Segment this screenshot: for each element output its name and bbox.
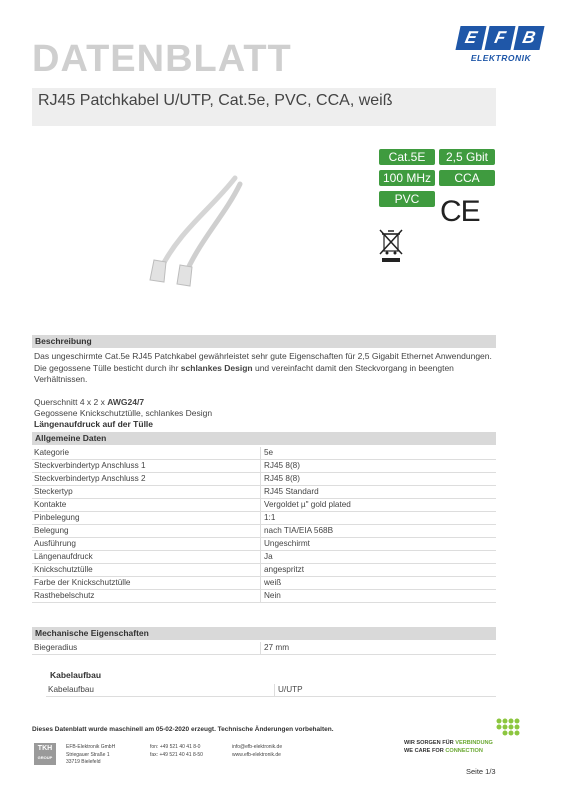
table-row bbox=[32, 642, 496, 655]
row-value: 27 mm bbox=[264, 643, 290, 652]
table-row bbox=[46, 684, 496, 697]
table-row bbox=[32, 447, 496, 460]
cross-section-prefix: Querschnitt 4 x 2 x bbox=[34, 397, 108, 407]
row-value: Ja bbox=[264, 552, 273, 561]
table-row bbox=[32, 538, 496, 551]
row-value: nach TIA/EIA 568B bbox=[264, 526, 334, 535]
address-street: Striegauer Straße 1 bbox=[66, 751, 110, 758]
row-value: RJ45 Standard bbox=[264, 487, 319, 496]
fax-number: fax: +49 521 40 41 8-50 bbox=[150, 751, 203, 758]
efb-logo bbox=[452, 22, 548, 74]
phone-number: fon: +49 521 40 41 8-0 bbox=[150, 744, 201, 750]
footer-website[interactable]: www.efb-elektronik.de bbox=[232, 751, 281, 758]
table-row bbox=[32, 460, 496, 473]
row-key: Steckverbindertyp Anschluss 1 bbox=[34, 461, 146, 470]
description-text bbox=[34, 351, 494, 386]
slogan-en: WE CARE FOR bbox=[404, 748, 446, 754]
section-description: Beschreibung bbox=[32, 335, 496, 348]
footer-phone bbox=[150, 744, 203, 759]
length-print-line: Längenaufdruck auf der Tülle bbox=[34, 419, 154, 429]
product-title: RJ45 Patchkabel U/UTP, Cat.5e, PVC, CCA, weiß bbox=[38, 92, 393, 109]
table-row bbox=[32, 564, 496, 577]
boot-design-line: Gegossene Knickschutztülle, schlankes Design bbox=[34, 408, 213, 418]
row-key: Kategorie bbox=[34, 448, 70, 457]
ce-mark-icon: CE bbox=[440, 195, 480, 228]
logo-subtitle: ELEKTRONIK bbox=[470, 53, 532, 63]
table-row bbox=[32, 512, 496, 525]
slogan-en-accent: CONNECTION bbox=[445, 748, 483, 754]
row-key: Steckverbindertyp Anschluss 2 bbox=[34, 474, 146, 483]
row-value: angespritzt bbox=[264, 565, 305, 574]
badge-category: Cat.5E bbox=[379, 149, 435, 165]
section-mechanical: Mechanische Eigenschaften bbox=[32, 627, 496, 640]
footer-address bbox=[66, 744, 115, 767]
slogan-de-accent: VERBINDUNG bbox=[455, 740, 493, 746]
description-text-part1: Das ungeschirmte Cat.5e RJ45 Patchkabel gewährleistet sehr gute Eigenschaften für 2,5 Gigabit Ethernet Anwendungen. Die gegossene Tülle besticht durch ihr bbox=[34, 351, 492, 373]
weee-bin-icon bbox=[378, 228, 404, 264]
cross-section-awg: AWG24/7 bbox=[107, 397, 145, 407]
row-value: RJ45 8(8) bbox=[264, 474, 300, 483]
row-value: Vergoldet µ" gold plated bbox=[264, 500, 351, 509]
row-value: 1:1 bbox=[264, 513, 276, 522]
row-value: Ungeschirmt bbox=[264, 539, 310, 548]
description-emphasis: schlankes Design bbox=[180, 362, 253, 373]
badge-conductor: CCA bbox=[439, 170, 495, 186]
cross-section-line bbox=[34, 397, 494, 409]
table-row bbox=[32, 499, 496, 512]
row-key: Farbe der Knickschutztülle bbox=[34, 578, 131, 587]
row-key: Kabelaufbau bbox=[48, 685, 94, 694]
datasheet-heading: DATENBLATT bbox=[32, 38, 292, 80]
row-value: U/UTP bbox=[278, 685, 303, 694]
section-general-data: Allgemeine Daten bbox=[32, 432, 496, 445]
tkh-logo-group: GROUP bbox=[37, 755, 53, 760]
row-value: 5e bbox=[264, 448, 274, 457]
logo-letter-e: E bbox=[455, 26, 486, 50]
row-value: weiß bbox=[264, 578, 282, 587]
logo-letter-f: F bbox=[484, 26, 515, 50]
footer-note: Dieses Datenblatt wurde maschinell am 05-02-2020 erzeugt. Technische Änderungen vorbehalten. bbox=[32, 726, 334, 733]
row-key: Rasthebelschutz bbox=[34, 591, 95, 600]
footer-email[interactable]: info@efb-elektronik.de bbox=[232, 744, 283, 750]
footer-slogan bbox=[404, 739, 493, 755]
slogan-de: WIR SORGEN FÜR bbox=[404, 740, 456, 746]
dots-logo-icon bbox=[496, 718, 524, 738]
address-company: EFB-Elektronik GmbH bbox=[66, 744, 116, 750]
table-row bbox=[32, 473, 496, 486]
tkh-logo-text: TKH bbox=[37, 745, 53, 752]
row-value: RJ45 8(8) bbox=[264, 461, 300, 470]
table-row bbox=[32, 590, 496, 603]
table-row bbox=[32, 486, 496, 499]
row-key: Längenaufdruck bbox=[34, 552, 93, 561]
footer-web bbox=[232, 744, 282, 759]
badge-speed: 2,5 Gbit bbox=[439, 149, 495, 165]
row-key: Pinbelegung bbox=[34, 513, 80, 522]
section-cable-structure: Kabelaufbau bbox=[50, 670, 102, 680]
row-key: Steckertyp bbox=[34, 487, 73, 496]
table-row bbox=[32, 577, 496, 590]
description-text-part2: und vereinfacht damit den Steckvorgang in beengten Verhältnissen. bbox=[34, 362, 454, 384]
page-number: Seite 1/3 bbox=[466, 767, 496, 776]
tkh-group-logo bbox=[34, 743, 56, 765]
row-key: Ausführung bbox=[34, 539, 76, 548]
address-city: 33719 Bielefeld bbox=[66, 759, 101, 765]
logo-letter-b: B bbox=[513, 26, 544, 50]
row-key: Belegung bbox=[34, 526, 69, 535]
row-key: Biegeradius bbox=[34, 643, 78, 652]
table-row bbox=[32, 525, 496, 538]
row-key: Kontakte bbox=[34, 500, 67, 509]
badge-frequency: 100 MHz bbox=[379, 170, 435, 186]
row-value: Nein bbox=[264, 591, 281, 600]
table-row bbox=[32, 551, 496, 564]
badge-jacket: PVC bbox=[379, 191, 435, 207]
row-key: Knickschutztülle bbox=[34, 565, 93, 574]
patch-cable-image bbox=[140, 170, 250, 290]
